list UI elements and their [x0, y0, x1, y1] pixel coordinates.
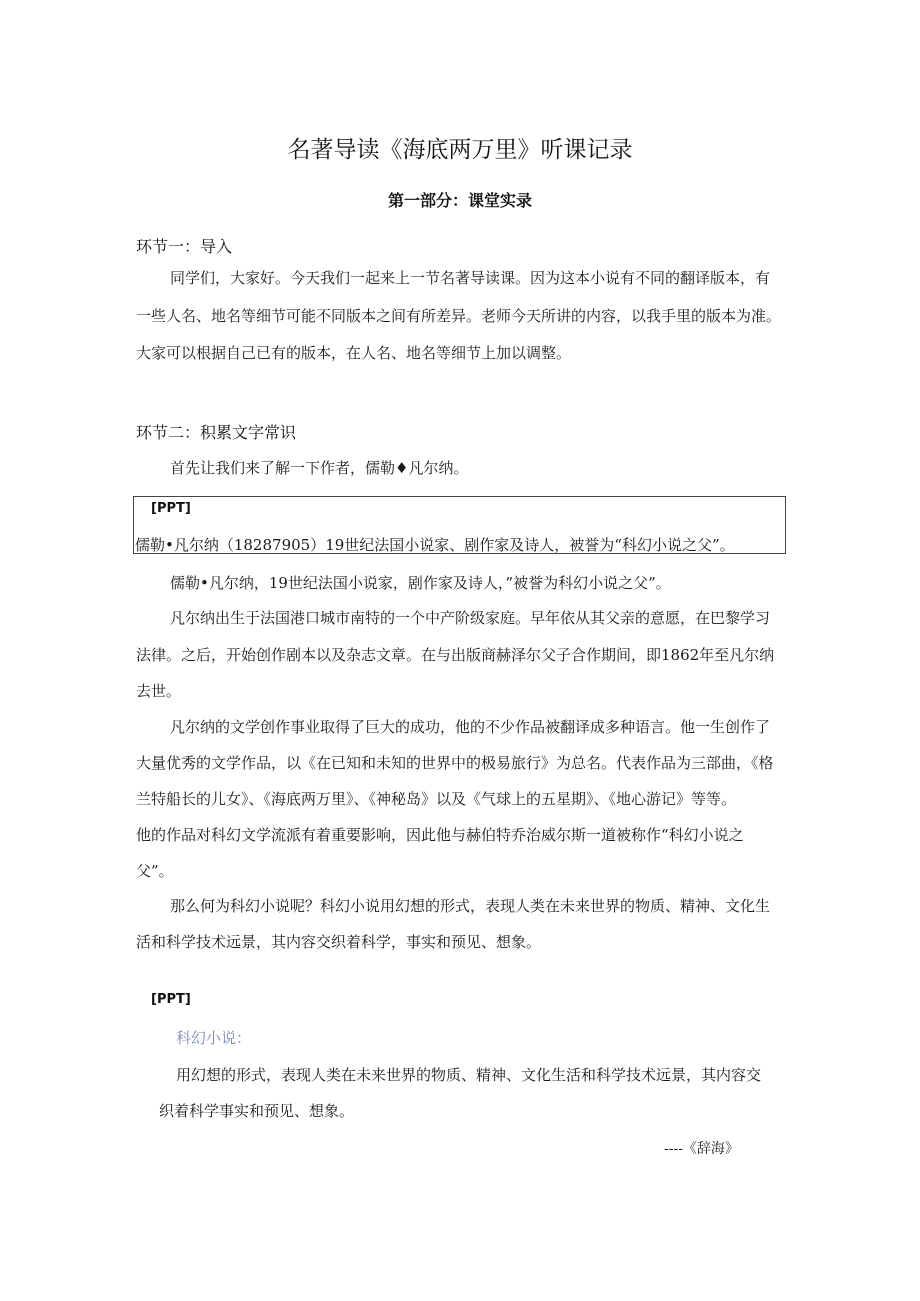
- sci-fi-label: 科幻小说：: [176, 1029, 252, 1047]
- works-line: 他的作品对科幻文学流派有着重要影响，因此他与赫伯特乔治威尔斯一道被称作“科幻小说之: [136, 826, 744, 844]
- works-line: 凡尔纳的文学创作事业取得了巨大的成功，他的不少作品被翻译成多种语言。他一生创作了: [170, 718, 771, 736]
- part-subtitle: 第一部分：课堂实录: [387, 191, 532, 210]
- section1-line: 同学们，大家好。今天我们一起来上一节名著导读课。因为这本小说有不同的翻译版本，有: [170, 269, 771, 287]
- section1-heading: 环节一：导入: [136, 237, 233, 256]
- source-citation: ----《辞海》: [664, 1141, 739, 1157]
- works-line: 兰特船长的儿女》、《海底两万里》、《神秘岛》以及《气球上的五星期》、《地心游记》等等。: [136, 790, 737, 808]
- sci-fi-definition-line: 织着科学事实和预见、想象。: [159, 1102, 355, 1120]
- page-title: 名著导读《海底两万里》听课记录: [287, 137, 633, 163]
- ppt-tag: [PPT]: [151, 501, 191, 516]
- bio-line: 去世。: [136, 682, 182, 700]
- author-intro: 首先让我们来了解一下作者，儒勒♦凡尔纳。: [170, 459, 469, 477]
- section1-line: 一些人名、地名等细节可能不同版本之间有所差异。老师今天所讲的内容，以我手里的版本为准。: [136, 307, 782, 325]
- definition-line: 那么何为科幻小说呢？科幻小说用幻想的形式，表现人类在未来世界的物质、精神、文化生: [170, 897, 771, 915]
- ppt-author-text: 儒勒•凡尔纳（18287905）19世纪法国小说家、剧作家及诗人，被誉为“科幻小说之父”。: [135, 536, 735, 554]
- bio-line: 法律。之后，开始创作剧本以及杂志文章。在与出版商赫泽尔父子合作期间，即1862年至凡尔纳: [136, 646, 775, 664]
- works-line: 父”。: [136, 862, 174, 880]
- ppt-tag: [PPT]: [151, 992, 191, 1007]
- definition-line: 活和科学技术远景，其内容交织着科学，事实和预见、想象。: [136, 933, 542, 951]
- author-summary: 儒勒•凡尔纳，19世纪法国小说家，剧作家及诗人，”被誉为科幻小说之父”。: [170, 574, 671, 592]
- section2-heading: 环节二：积累文字常识: [136, 423, 297, 442]
- bio-line: 凡尔纳出生于法国港口城市南特的一个中产阶级家庭。早年依从其父亲的意愿，在巴黎学习: [170, 609, 771, 627]
- sci-fi-definition-line: 用幻想的形式，表现人类在未来世界的物质、精神、文化生活和科学技术远景，其内容交: [176, 1066, 762, 1084]
- works-line: 大量优秀的文学作品，以《在已知和未知的世界中的极易旅行》为总名。代表作品为三部曲，《格: [136, 754, 774, 772]
- section1-line: 大家可以根据自己已有的版本，在人名、地名等细节上加以调整。: [136, 344, 572, 362]
